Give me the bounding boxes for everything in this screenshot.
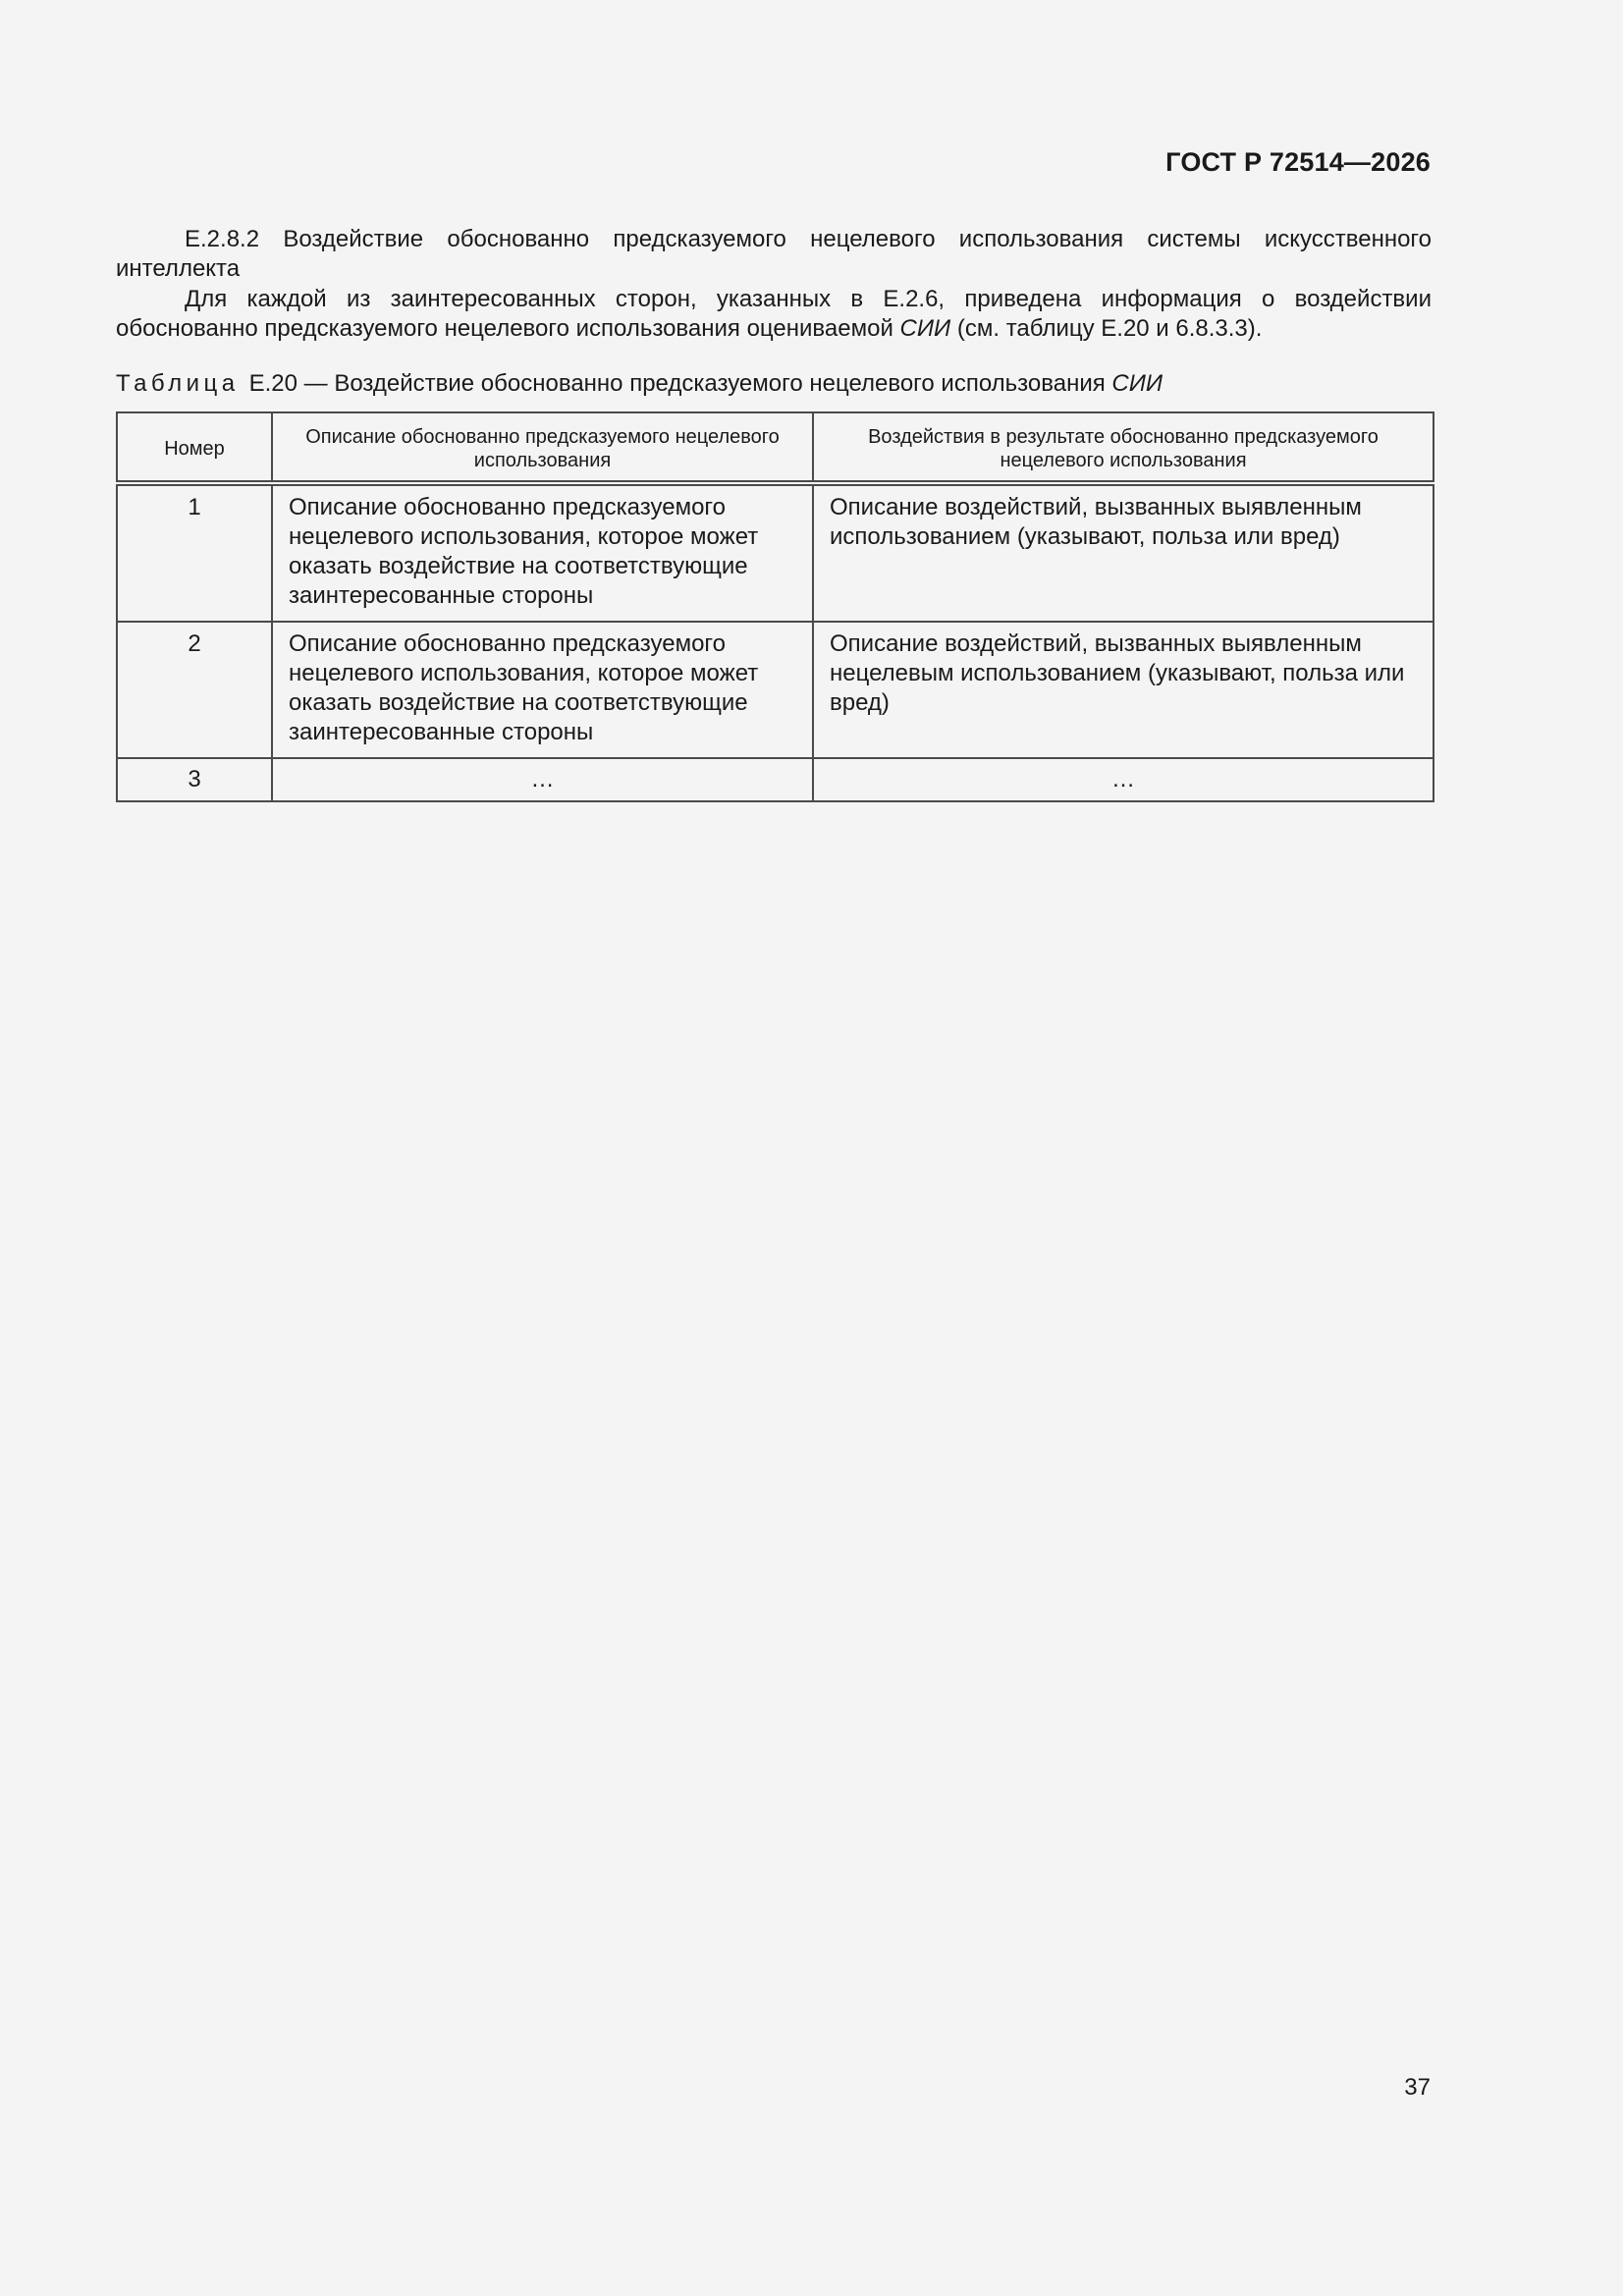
column-header-impact: Воздействия в результате обоснованно предсказуемого нецелевого использования bbox=[813, 412, 1434, 483]
row-impact-cell: Описание воздействий, вызванных выявленным нецелевым использованием (указывают, польза или вред) bbox=[813, 622, 1434, 758]
standard-designation: ГОСТ Р 72514—2026 bbox=[1165, 147, 1431, 177]
row-description-cell: Описание обоснованно предсказуемого нецелевого использования, которое может оказать воздействие на соответствующие заинтересованные стороны bbox=[272, 483, 813, 622]
body-text-end: (см. таблицу Е.20 и 6.8.3.3). bbox=[956, 315, 1263, 342]
page-number: 37 bbox=[1404, 2074, 1431, 2101]
row-impact-cell: Описание воздействий, вызванных выявленным использованием (указывают, польза или вред) bbox=[813, 483, 1434, 622]
row-description-cell: Описание обоснованно предсказуемого нецелевого использования, которое может оказать воздействие на соответствующие заинтересованные стороны bbox=[272, 622, 813, 758]
row-number-cell: 3 bbox=[117, 758, 272, 801]
body-paragraph bbox=[116, 285, 1432, 344]
section-heading-text: Е.2.8.2 Воздействие обоснованно предсказуемого нецелевого использования системы искусственного интеллекта bbox=[116, 226, 1432, 282]
row-impact-cell: … bbox=[813, 758, 1434, 801]
row-description-cell: … bbox=[272, 758, 813, 801]
table-caption-text: Е.20 — Воздействие обоснованно предсказуемого нецелевого использования bbox=[248, 370, 1106, 397]
body-text-start: Для каждой из заинтересованных сторон, указанных в Е.2.6, приведена информация о воздействии обоснованно предсказуемого нецелевого использования оцениваемой bbox=[116, 286, 1432, 342]
column-header-description: Описание обоснованно предсказуемого нецелевого использования bbox=[272, 412, 813, 483]
impact-table bbox=[116, 411, 1434, 802]
row-number-cell: 1 bbox=[117, 483, 272, 622]
table-row bbox=[117, 758, 1434, 801]
table-caption-abbreviation: СИИ bbox=[1111, 370, 1163, 397]
table-row bbox=[117, 483, 1434, 622]
body-text-abbreviation: СИИ bbox=[899, 315, 951, 342]
table-caption bbox=[116, 369, 1163, 399]
table-row bbox=[117, 622, 1434, 758]
body-paragraph-text bbox=[116, 285, 1432, 344]
table-header-row bbox=[117, 412, 1434, 483]
table-caption-prefix: Таблица bbox=[116, 370, 240, 397]
column-header-number: Номер bbox=[117, 412, 272, 483]
row-number-cell: 2 bbox=[117, 622, 272, 758]
section-heading-paragraph bbox=[116, 225, 1432, 284]
